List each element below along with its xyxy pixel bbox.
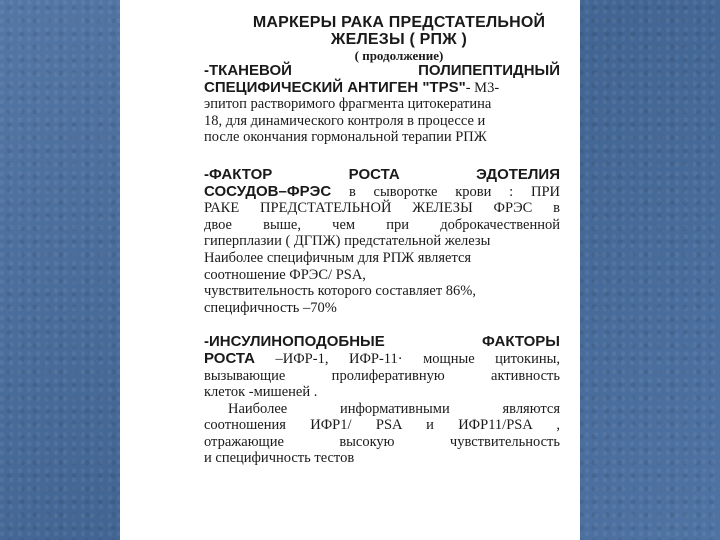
text-line: вызывающие пролиферативную активность (204, 367, 560, 384)
document-subtitle: ( продолжение) (354, 48, 444, 63)
text-line: Наиболее специфичным для РПЖ является (204, 249, 472, 266)
text-line: специфичность –70% (204, 299, 337, 316)
text-line: Наиболее информативными являются (228, 400, 560, 417)
section-igf (204, 334, 560, 467)
text-line: 18, для динамического контроля в процессе и (204, 112, 486, 129)
text-line: гиперплазии ( ДГПЖ) предстательной железы (204, 233, 491, 250)
text-line: после окончания гормональной терапии РПЖ (204, 129, 487, 146)
text-line: двое выше, чем при доброкачественной (204, 216, 560, 233)
text-line: РАКЕ ПРЕДСТАТЕЛЬНОЙ ЖЕЛЕЗЫ ФРЭС в (204, 200, 560, 217)
text-line: эпитоп растворимого фрагмента цитокератина (204, 96, 492, 113)
text-line: чувствительность которого составляет 86%, (204, 283, 477, 300)
text-line: отражающие высокую чувствительность (204, 433, 560, 450)
text-line: -ФАКТОР РОСТА ЭДОТЕЛИЯ (204, 165, 560, 183)
text-line: соотношение ФРЭС/ PSA, (204, 266, 366, 283)
text-line: СПЕЦИФИЧЕСКИЙ АНТИГЕН "TPS"- М3- (204, 78, 500, 96)
document-page (120, 0, 580, 540)
document-title: МАРКЕРЫ РАКА ПРЕДСТАТЕЛЬНОЙ ЖЕЛЕЗЫ ( РПЖ ) (252, 14, 546, 48)
section-tps (204, 63, 560, 146)
text-line: клеток -мишеней . (204, 384, 318, 401)
text-line: и специфичность тестов (204, 450, 355, 467)
section-vegf (204, 167, 560, 316)
text-line: -ТКАНЕВОЙ ПОЛИПЕПТИДНЫЙ (204, 62, 560, 79)
text-line: СОСУДОВ–ФРЭС в сыворотке крови : ПРИ (204, 182, 560, 200)
text-line: РОСТА –ИФР-1, ИФР-11· мощные цитокины, (204, 349, 560, 367)
text-line: -ИНСУЛИНОПОДОБНЫЕ ФАКТОРЫ (204, 333, 560, 351)
text-line: соотношения ИФР1/ PSA и ИФР11/PSA , (204, 417, 560, 434)
